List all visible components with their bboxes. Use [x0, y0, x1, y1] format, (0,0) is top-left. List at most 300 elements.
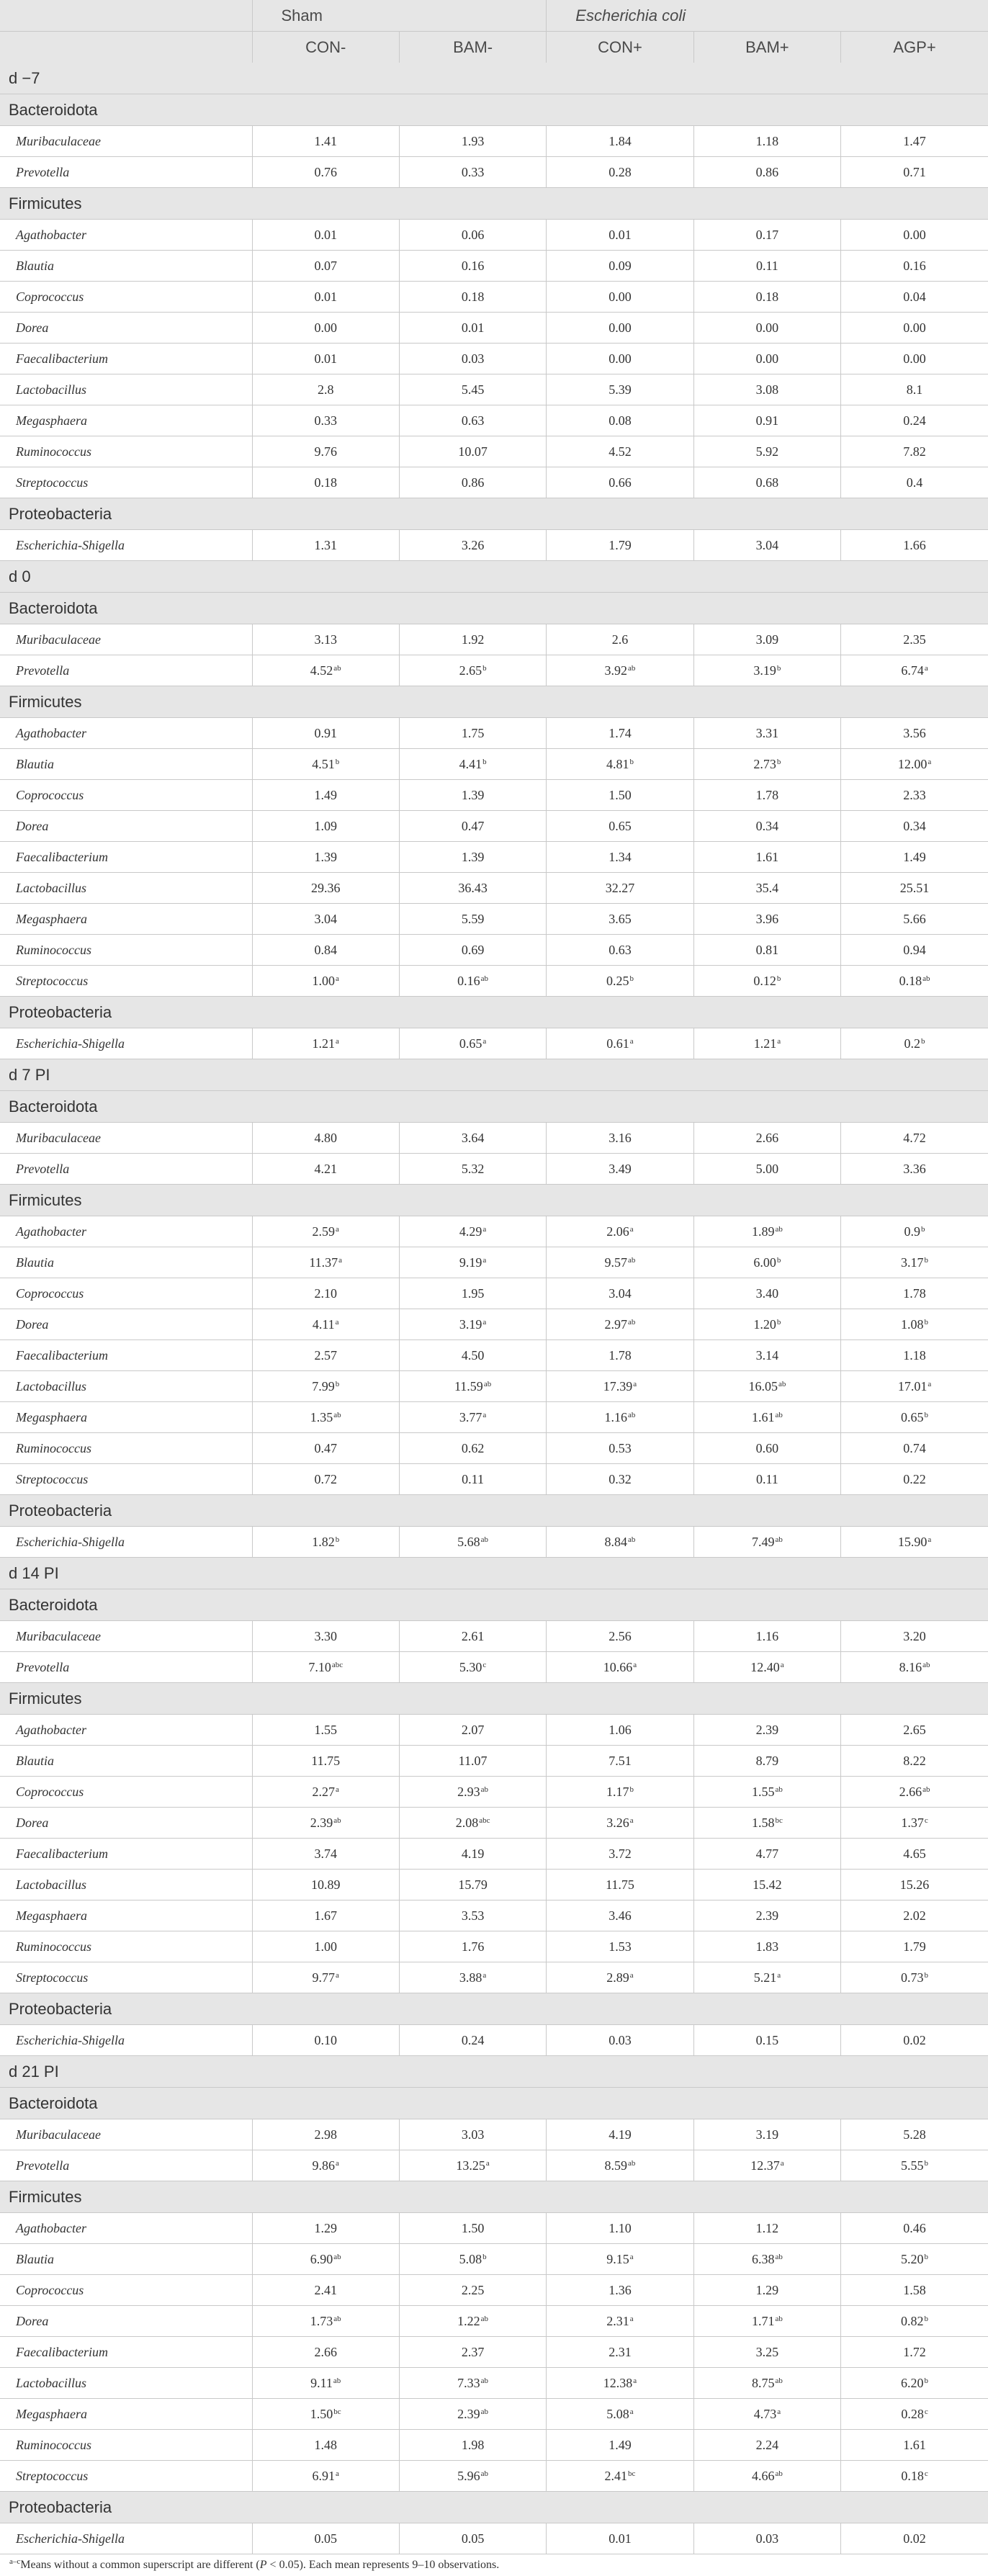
significance-superscript: b: [776, 974, 781, 983]
value-cell: [547, 1808, 693, 1839]
value-number: 2.31: [608, 2344, 632, 2359]
table-row: [0, 2368, 988, 2399]
phylum-row: [0, 593, 988, 624]
value-number: 1.95: [461, 1285, 485, 1301]
phylum-label: Bacteroidota: [0, 1589, 988, 1621]
value-number: 2.66: [755, 1130, 779, 1145]
value-number: 1.49: [608, 2437, 632, 2452]
value-number: 1.72: [903, 2344, 926, 2359]
phylum-label: Proteobacteria: [0, 1993, 988, 2025]
value-cell: [693, 1962, 840, 1993]
value-number: 3.56: [903, 725, 926, 740]
value-number: 1.78: [608, 1347, 632, 1363]
value-cell: [841, 1839, 988, 1870]
value-number: 0.00: [755, 351, 779, 366]
table-row: [0, 374, 988, 405]
phylum-row: [0, 2181, 988, 2213]
value-number: 3.46: [608, 1908, 632, 1923]
value-cell: [693, 2368, 840, 2399]
table-row: [0, 1931, 988, 1962]
value-cell: [547, 2244, 693, 2275]
value-cell: [693, 1900, 840, 1931]
genus-name: Blautia: [0, 749, 252, 780]
value-number: 0.47: [461, 818, 485, 833]
value-cell: [841, 374, 988, 405]
value-cell: [399, 530, 546, 561]
value-cell: [399, 405, 546, 436]
value-cell: [252, 1962, 399, 1993]
value-cell: [547, 2368, 693, 2399]
value-cell: [399, 935, 546, 966]
table-row: [0, 1123, 988, 1154]
value-cell: [399, 2399, 546, 2430]
column-header-bam-plus: BAM+: [693, 32, 840, 63]
value-cell: [252, 873, 399, 904]
table-row: [0, 1870, 988, 1900]
value-number: 9.77: [312, 1970, 335, 1985]
value-cell: [252, 251, 399, 282]
value-number: 15.42: [753, 1877, 782, 1892]
value-cell: [399, 1216, 546, 1247]
value-cell: [252, 374, 399, 405]
value-number: 0.65: [608, 818, 632, 833]
value-cell: [252, 436, 399, 467]
value-number: 1.49: [903, 849, 926, 864]
value-number: 0.24: [461, 2032, 485, 2047]
significance-superscript: ab: [922, 974, 930, 983]
genus-name: Prevotella: [0, 2150, 252, 2181]
value-cell: [252, 467, 399, 498]
significance-superscript: b: [776, 663, 781, 673]
table-row: [0, 2025, 988, 2056]
value-number: 0.63: [461, 413, 485, 428]
significance-superscript: a: [485, 2158, 490, 2168]
value-number: 1.16: [755, 1628, 779, 1643]
table-row: [0, 220, 988, 251]
value-cell: [547, 467, 693, 498]
value-cell: [399, 1962, 546, 1993]
value-number: 1.21: [312, 1036, 335, 1051]
value-cell: [252, 811, 399, 842]
value-cell: [547, 1931, 693, 1962]
value-cell: [252, 157, 399, 188]
value-cell: [841, 126, 988, 157]
value-number: 0.25: [606, 973, 629, 988]
value-cell: [252, 935, 399, 966]
value-number: 3.19: [459, 1316, 482, 1332]
value-cell: [841, 1746, 988, 1777]
value-cell: [841, 1028, 988, 1059]
value-number: 2.57: [314, 1347, 337, 1363]
value-cell: [252, 313, 399, 344]
significance-superscript: ab: [922, 1660, 930, 1669]
value-cell: [547, 251, 693, 282]
value-cell: [841, 873, 988, 904]
column-header-agp-plus: AGP+: [841, 32, 988, 63]
value-cell: [547, 1652, 693, 1683]
value-cell: [841, 157, 988, 188]
value-cell: [547, 405, 693, 436]
value-number: 3.04: [314, 911, 337, 926]
phylum-row: [0, 1993, 988, 2025]
value-number: 11.37: [309, 1255, 338, 1270]
significance-superscript: a: [629, 1816, 634, 1825]
significance-superscript: ab: [922, 1785, 930, 1794]
value-cell: [693, 530, 840, 561]
significance-superscript: ab: [628, 1535, 636, 1544]
significance-superscript: a: [928, 757, 932, 766]
value-number: 1.18: [755, 133, 779, 148]
genus-name: Escherichia-Shigella: [0, 2523, 252, 2554]
value-number: 1.53: [608, 1939, 632, 1954]
value-cell: [547, 1777, 693, 1808]
genus-name: Streptococcus: [0, 966, 252, 997]
value-cell: [841, 436, 988, 467]
genus-name: Megasphaera: [0, 1402, 252, 1433]
column-header-row: [0, 32, 988, 63]
genus-name: Escherichia-Shigella: [0, 530, 252, 561]
value-number: 2.65: [903, 1722, 926, 1737]
table-row: [0, 1715, 988, 1746]
value-number: 4.52: [310, 663, 333, 678]
value-number: 0.00: [755, 320, 779, 335]
significance-superscript: abc: [479, 1816, 490, 1825]
value-cell: [252, 780, 399, 811]
value-cell: [252, 1621, 399, 1652]
value-cell: [252, 2275, 399, 2306]
group-header-sham: Sham: [252, 0, 547, 32]
column-header-bam-minus: BAM-: [399, 32, 546, 63]
value-cell: [693, 2399, 840, 2430]
significance-superscript: a: [780, 1660, 784, 1669]
value-number: 3.72: [608, 1846, 632, 1861]
value-cell: [841, 935, 988, 966]
value-cell: [841, 1464, 988, 1495]
significance-superscript: b: [335, 1379, 340, 1388]
value-cell: [252, 966, 399, 997]
value-number: 4.80: [314, 1130, 337, 1145]
value-number: 0.22: [903, 1471, 926, 1486]
value-number: 1.41: [314, 133, 337, 148]
value-cell: [547, 1402, 693, 1433]
value-number: 1.71: [751, 2313, 775, 2328]
value-cell: [399, 1527, 546, 1558]
significance-superscript: ab: [480, 2407, 489, 2416]
value-cell: [399, 436, 546, 467]
table-row: [0, 1028, 988, 1059]
value-cell: [841, 624, 988, 655]
value-cell: [547, 1527, 693, 1558]
table-row: [0, 1464, 988, 1495]
value-cell: [841, 1870, 988, 1900]
value-number: 0.03: [461, 351, 485, 366]
value-number: 0.00: [903, 227, 926, 242]
genus-name: Prevotella: [0, 1154, 252, 1185]
value-cell: [399, 1278, 546, 1309]
value-cell: [252, 1371, 399, 1402]
significance-superscript: b: [629, 757, 634, 766]
value-number: 3.20: [903, 1628, 926, 1643]
value-number: 0.01: [314, 227, 337, 242]
value-cell: [252, 530, 399, 561]
value-number: 1.17: [606, 1784, 629, 1799]
value-number: 17.39: [603, 1378, 633, 1394]
value-number: 12.37: [750, 2158, 780, 2173]
genus-name: Streptococcus: [0, 1464, 252, 1495]
value-cell: [547, 749, 693, 780]
value-cell: [399, 1028, 546, 1059]
genus-name: Lactobacillus: [0, 1870, 252, 1900]
table-row: [0, 749, 988, 780]
value-cell: [693, 749, 840, 780]
value-cell: [841, 749, 988, 780]
value-number: 12.38: [603, 2375, 633, 2390]
day-label: d −7: [0, 63, 988, 94]
value-number: 2.39: [457, 2406, 480, 2421]
table-row: [0, 624, 988, 655]
value-number: 1.08: [901, 1316, 924, 1332]
value-cell: [399, 1433, 546, 1464]
value-number: 1.16: [604, 1409, 628, 1424]
value-cell: [693, 904, 840, 935]
value-number: 5.00: [755, 1161, 779, 1176]
value-number: 0.46: [903, 2220, 926, 2235]
significance-superscript: b: [482, 757, 487, 766]
phylum-row: [0, 686, 988, 718]
value-number: 17.01: [897, 1378, 928, 1394]
genus-name: Dorea: [0, 2306, 252, 2337]
value-number: 4.21: [314, 1161, 337, 1176]
value-number: 0.91: [755, 413, 779, 428]
value-cell: [252, 2399, 399, 2430]
value-cell: [252, 1028, 399, 1059]
value-cell: [693, 1371, 840, 1402]
value-cell: [399, 811, 546, 842]
value-cell: [252, 655, 399, 686]
value-number: 11.75: [606, 1877, 634, 1892]
value-number: 0.00: [608, 289, 632, 304]
value-number: 3.64: [461, 1130, 485, 1145]
significance-superscript: a: [633, 1379, 637, 1388]
value-cell: [252, 1777, 399, 1808]
value-number: 2.93: [457, 1784, 480, 1799]
value-number: 0.01: [314, 289, 337, 304]
day-row: [0, 2056, 988, 2088]
value-cell: [841, 1433, 988, 1464]
value-cell: [693, 1154, 840, 1185]
value-cell: [399, 2461, 546, 2492]
table-row: [0, 1652, 988, 1683]
value-cell: [547, 873, 693, 904]
value-cell: [547, 1746, 693, 1777]
value-cell: [399, 1340, 546, 1371]
value-cell: [693, 344, 840, 374]
table-row: [0, 1746, 988, 1777]
day-label: d 7 PI: [0, 1059, 988, 1091]
value-cell: [841, 1216, 988, 1247]
significance-superscript: b: [924, 1317, 929, 1327]
genus-name: Lactobacillus: [0, 1371, 252, 1402]
genus-name: Escherichia-Shigella: [0, 2025, 252, 2056]
value-number: 2.66: [899, 1784, 922, 1799]
value-cell: [252, 1527, 399, 1558]
value-number: 0.03: [755, 2531, 779, 2546]
value-number: 0.76: [314, 164, 337, 179]
value-cell: [693, 405, 840, 436]
value-cell: [399, 1652, 546, 1683]
value-number: 3.30: [314, 1628, 337, 1643]
value-cell: [693, 2244, 840, 2275]
value-number: 3.04: [755, 537, 779, 552]
value-number: 3.49: [608, 1161, 632, 1176]
value-number: 4.19: [461, 1846, 485, 1861]
value-cell: [547, 1278, 693, 1309]
genus-name: Dorea: [0, 313, 252, 344]
value-number: 0.18: [755, 289, 779, 304]
significance-superscript: a: [928, 1379, 932, 1388]
value-number: 3.13: [314, 632, 337, 647]
value-cell: [252, 1216, 399, 1247]
value-number: 15.26: [899, 1877, 930, 1892]
table-row: [0, 1900, 988, 1931]
value-cell: [841, 1652, 988, 1683]
significance-superscript: b: [924, 1255, 929, 1265]
value-cell: [252, 2461, 399, 2492]
value-number: 0.4: [906, 475, 923, 490]
value-cell: [841, 718, 988, 749]
value-cell: [693, 1621, 840, 1652]
table-row: [0, 1340, 988, 1371]
genus-name: Prevotella: [0, 1652, 252, 1683]
phylum-label: Bacteroidota: [0, 593, 988, 624]
table-row: [0, 2275, 988, 2306]
table-row: [0, 1527, 988, 1558]
value-cell: [399, 1900, 546, 1931]
value-cell: [693, 1715, 840, 1746]
genus-name: Faecalibacterium: [0, 842, 252, 873]
table-row: [0, 1216, 988, 1247]
value-number: 2.89: [606, 1970, 629, 1985]
value-cell: [399, 2430, 546, 2461]
table-row: [0, 2461, 988, 2492]
value-number: 3.19: [755, 2127, 779, 2142]
value-cell: [841, 2025, 988, 2056]
genus-name: Coprococcus: [0, 1278, 252, 1309]
significance-superscript: b: [335, 757, 340, 766]
value-number: 1.55: [751, 1784, 775, 1799]
value-cell: [841, 2399, 988, 2430]
value-cell: [252, 405, 399, 436]
significance-superscript: a: [482, 1036, 487, 1046]
significance-superscript: a: [777, 2407, 781, 2416]
value-number: 0.01: [608, 227, 632, 242]
value-number: 0.02: [903, 2032, 926, 2047]
genus-name: Prevotella: [0, 655, 252, 686]
table-row: [0, 2337, 988, 2368]
table-row: [0, 718, 988, 749]
genus-name: Faecalibacterium: [0, 344, 252, 374]
genus-name: Agathobacter: [0, 1715, 252, 1746]
genus-name: Blautia: [0, 2244, 252, 2275]
value-cell: [547, 2150, 693, 2181]
value-cell: [693, 624, 840, 655]
value-number: 2.39: [755, 1722, 779, 1737]
footnote-superscript: a–c: [9, 2557, 21, 2566]
value-number: 0.74: [903, 1440, 926, 1455]
value-number: 0.34: [755, 818, 779, 833]
phylum-row: [0, 2088, 988, 2119]
table-row: [0, 873, 988, 904]
value-cell: [693, 1278, 840, 1309]
value-cell: [252, 1900, 399, 1931]
value-number: 0.82: [901, 2313, 924, 2328]
value-number: 2.66: [314, 2344, 337, 2359]
value-cell: [399, 1247, 546, 1278]
value-cell: [547, 1028, 693, 1059]
value-number: 12.40: [750, 1659, 780, 1674]
value-number: 0.94: [903, 942, 926, 957]
significance-superscript: a: [777, 1036, 781, 1046]
significance-superscript: a: [629, 2252, 634, 2261]
value-number: 3.77: [459, 1409, 482, 1424]
value-number: 0.15: [755, 2032, 779, 2047]
significance-superscript: b: [776, 757, 781, 766]
value-number: 2.8: [317, 382, 334, 397]
value-number: 0.05: [314, 2531, 337, 2546]
value-number: 0.86: [755, 164, 779, 179]
value-number: 1.09: [314, 818, 337, 833]
value-cell: [547, 1340, 693, 1371]
value-number: 10.66: [603, 1659, 633, 1674]
value-number: 3.40: [755, 1285, 779, 1301]
value-number: 1.61: [755, 849, 779, 864]
value-cell: [693, 1216, 840, 1247]
value-number: 0.28: [901, 2406, 924, 2421]
value-cell: [693, 780, 840, 811]
value-cell: [399, 2119, 546, 2150]
significance-superscript: b: [776, 1317, 781, 1327]
value-number: 0.73: [901, 1970, 924, 1985]
phylum-row: [0, 1185, 988, 1216]
day-row: [0, 561, 988, 593]
value-number: 0.18: [899, 973, 922, 988]
value-number: 2.98: [314, 2127, 337, 2142]
value-cell: [252, 1154, 399, 1185]
significance-superscript: b: [924, 1970, 929, 1980]
phylum-row: [0, 94, 988, 126]
significance-superscript: b: [629, 974, 634, 983]
phylum-row: [0, 1683, 988, 1715]
value-cell: [547, 2119, 693, 2150]
table-row: [0, 126, 988, 157]
value-cell: [399, 2368, 546, 2399]
value-cell: [841, 1371, 988, 1402]
value-cell: [547, 935, 693, 966]
value-cell: [547, 1900, 693, 1931]
value-number: 12.00: [897, 756, 928, 771]
value-number: 7.10: [308, 1659, 331, 1674]
day-row: [0, 63, 988, 94]
value-cell: [693, 467, 840, 498]
value-number: 5.96: [457, 2468, 480, 2483]
value-number: 5.55: [901, 2158, 924, 2173]
value-cell: [252, 1715, 399, 1746]
significance-superscript: ab: [775, 2252, 783, 2261]
value-number: 1.75: [461, 725, 485, 740]
value-cell: [693, 1247, 840, 1278]
footnote-text: Means without a common superscript are different (: [20, 2559, 260, 2571]
phylum-row: [0, 2492, 988, 2523]
